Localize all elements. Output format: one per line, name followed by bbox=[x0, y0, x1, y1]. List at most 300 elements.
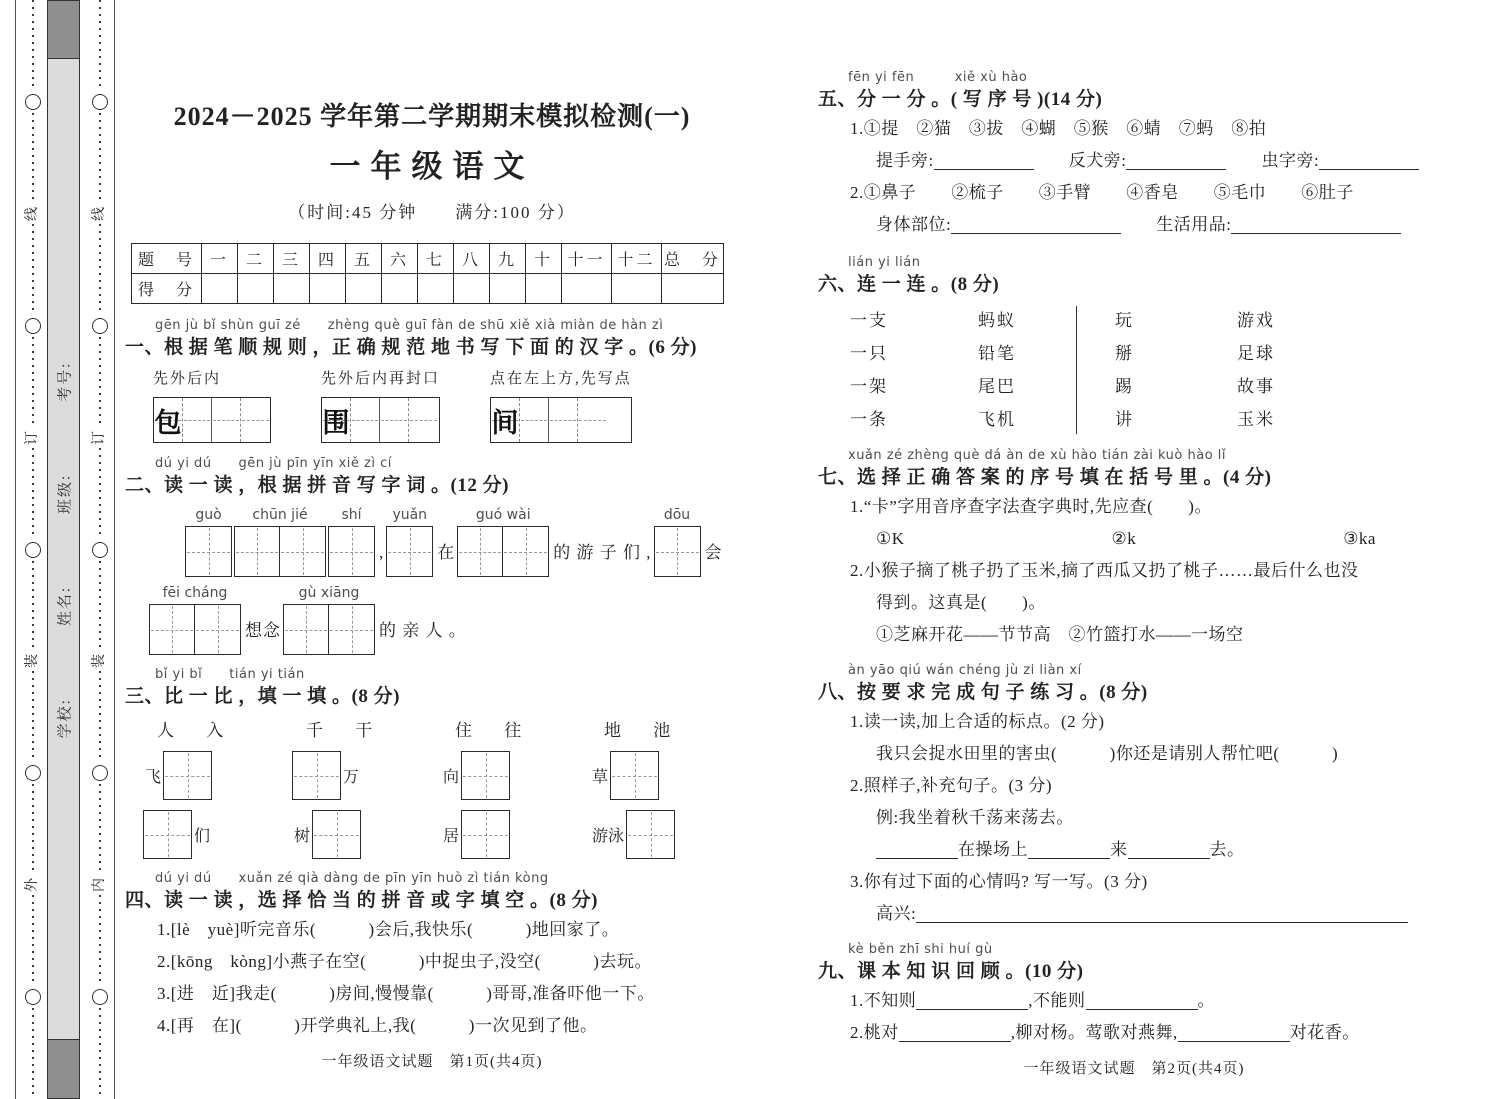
dash-segment bbox=[99, 113, 101, 204]
q2-pinyin-grid bbox=[185, 507, 232, 577]
dashed-hline bbox=[579, 420, 606, 421]
dash-segment bbox=[32, 337, 34, 428]
grid-cell bbox=[351, 398, 380, 442]
q2-text: , bbox=[379, 543, 385, 562]
q6-col-nouns bbox=[978, 304, 1076, 436]
dashed-vline bbox=[172, 606, 173, 653]
line-text: 。 bbox=[1197, 991, 1215, 1010]
q6-word: 玉米 bbox=[1237, 410, 1275, 429]
line-text: 我只会捉水田里的害虫( )你还是请别人帮忙吧( ) bbox=[876, 744, 1339, 763]
answer-blank bbox=[1178, 1021, 1290, 1042]
binding-margin bbox=[15, 0, 115, 1099]
q1-item bbox=[321, 367, 440, 443]
section-q7 bbox=[818, 448, 1450, 651]
score-header-cell: 一 bbox=[202, 244, 238, 274]
binding-char: 装 bbox=[25, 654, 40, 669]
q1-item bbox=[153, 367, 271, 443]
q6-word: 一条 bbox=[850, 410, 888, 429]
dashed-hline bbox=[550, 420, 576, 421]
line-text: 反犬旁: bbox=[1033, 151, 1127, 170]
line-text: 3.[进 近]我走( )房间,慢慢靠( )哥哥,准备吓他一下。 bbox=[157, 984, 655, 1003]
grid-cell bbox=[183, 398, 212, 442]
binding-circle bbox=[92, 542, 108, 558]
grid-cell bbox=[387, 527, 432, 576]
grid-cell bbox=[458, 527, 503, 576]
grid-cell bbox=[611, 752, 658, 799]
dashed-hline bbox=[352, 420, 378, 421]
q3-compare-pair: 地 池 bbox=[604, 721, 685, 740]
score-header-cell: 十二 bbox=[612, 244, 662, 274]
q4-title: 四、读 一 读 ，选 择 恰 当 的 拼 音 或 字 填 空 。(8 分) bbox=[125, 890, 598, 911]
section-q3 bbox=[125, 667, 739, 859]
score-empty-cell bbox=[526, 274, 562, 304]
q1-item bbox=[490, 367, 632, 443]
grid-character: 围 bbox=[322, 407, 350, 438]
score-header-row bbox=[132, 244, 724, 274]
q2-text: 的 游 子 们 , bbox=[553, 543, 652, 562]
score-empty-cell bbox=[612, 274, 662, 304]
binding-char: 订 bbox=[92, 430, 107, 445]
q3-group bbox=[143, 716, 292, 859]
binding-dash-line-inner bbox=[91, 0, 109, 1099]
grid-cell bbox=[380, 398, 409, 442]
section-q9 bbox=[818, 942, 1450, 1049]
q7-title: 七、选 择 正 确 答 案 的 序 号 填 在 括 号 里 。(4 分) bbox=[818, 467, 1272, 488]
q2-pinyin-grid bbox=[283, 585, 375, 655]
score-row bbox=[132, 274, 724, 304]
grid-cell bbox=[164, 752, 211, 799]
line-text: 2.桃对 bbox=[850, 1023, 899, 1042]
paper-info: （时间:45 分钟 满分:100 分） bbox=[288, 203, 576, 222]
grid-cell bbox=[503, 527, 548, 576]
pinyin-label: dōu bbox=[663, 507, 691, 523]
dash-segment bbox=[99, 1008, 101, 1099]
q9-title: 九、课 本 知 识 回 顾 。(10 分) bbox=[818, 961, 1084, 982]
dashed-hline bbox=[381, 420, 407, 421]
q6-word: 掰 bbox=[1115, 344, 1134, 363]
binding-char: 内 bbox=[92, 878, 107, 893]
q6-col-objects bbox=[1237, 304, 1275, 436]
q3-compare-pair: 千 干 bbox=[306, 721, 387, 740]
grid-cell bbox=[578, 398, 607, 442]
score-empty-cell bbox=[310, 274, 346, 304]
answer-blank bbox=[1086, 989, 1198, 1010]
grid-cell bbox=[186, 527, 231, 576]
dashed-vline bbox=[168, 812, 169, 857]
q3-group bbox=[590, 716, 739, 859]
q6-word: 讲 bbox=[1115, 410, 1134, 429]
text-line bbox=[876, 587, 1450, 619]
grid-cell bbox=[627, 811, 674, 858]
dash-segment bbox=[32, 1008, 34, 1099]
grid-cell bbox=[293, 752, 340, 799]
grid-cell bbox=[549, 398, 578, 442]
grid-cell bbox=[655, 527, 700, 576]
score-empty-cell bbox=[274, 274, 310, 304]
line-text: ②k bbox=[1111, 529, 1137, 548]
strip-cap-top bbox=[47, 0, 80, 59]
writing-grid bbox=[328, 526, 375, 577]
section-q5 bbox=[818, 70, 1450, 241]
q3-text: 们 bbox=[194, 828, 211, 845]
line-text: ,不能则 bbox=[1028, 991, 1086, 1010]
line-text: ,柳对杨。莺歌对燕舞, bbox=[1010, 1023, 1178, 1042]
line-text: 1.[lè yuè]听完音乐( )会后,我快乐( )地回家了。 bbox=[157, 920, 620, 939]
writing-grid bbox=[153, 397, 271, 443]
text-line bbox=[850, 177, 1450, 209]
line-text: 得到。这真是( )。 bbox=[876, 593, 1046, 612]
writing-grid bbox=[386, 526, 433, 577]
q5-pinyin: fēn yi fēn xiě xù hào bbox=[848, 70, 1028, 85]
q6-title: 六、连 一 连 。(8 分) bbox=[818, 274, 1000, 295]
stroke-rule-label: 先外后内再封口 bbox=[321, 371, 441, 387]
line-text: 2.[kōng kòng]小燕子在空( )中捉虫子,没空( )去玩。 bbox=[157, 952, 652, 971]
answer-blank bbox=[1319, 149, 1419, 170]
grid-cell bbox=[144, 811, 191, 858]
line-text: 在操场上 bbox=[958, 840, 1028, 859]
dashed-vline bbox=[486, 812, 487, 857]
dashed-vline bbox=[352, 606, 353, 653]
dash-segment bbox=[99, 337, 101, 428]
line-text: 1.“卡”字用音序查字法查字典时,先应查( )。 bbox=[850, 497, 1212, 516]
score-header-cell: 七 bbox=[418, 244, 454, 274]
line-text: 4.[再 在]( )开学典礼上,我( )一次见到了他。 bbox=[157, 1016, 598, 1035]
score-empty-cell bbox=[238, 274, 274, 304]
writing-grid bbox=[490, 397, 632, 443]
binding-circle bbox=[25, 318, 41, 334]
text-line bbox=[876, 898, 1450, 930]
q6-pinyin: lián yi lián bbox=[848, 255, 921, 270]
grid-cell bbox=[322, 398, 351, 442]
footer-page1: 一年级语文试题 第1页(共4页) bbox=[321, 1054, 543, 1070]
line-text: 提手旁: bbox=[876, 151, 934, 170]
dash-segment bbox=[32, 448, 34, 539]
writing-grid bbox=[626, 810, 675, 859]
line-text: 高兴: bbox=[876, 904, 917, 923]
q2-text: 的 亲 人 。 bbox=[379, 621, 467, 640]
q1-pinyin: gēn jù bǐ shùn guī zé zhèng què guī fàn de shū xiě xià miàn de hàn zì bbox=[155, 318, 664, 333]
q3-text: 草 bbox=[592, 769, 609, 786]
q7-lines bbox=[818, 491, 1450, 651]
exam-page-1 bbox=[125, 96, 739, 1071]
writing-grid bbox=[457, 526, 549, 577]
answer-blank bbox=[916, 902, 1408, 923]
score-empty-cell bbox=[346, 274, 382, 304]
binding-dash-line-outer bbox=[24, 0, 42, 1099]
writing-grid bbox=[149, 604, 241, 655]
q2-pinyin-grid bbox=[149, 585, 241, 655]
paper-title: 2024－2025 学年第二学期期末模拟检测(一) bbox=[173, 102, 691, 131]
score-header-cell: 二 bbox=[238, 244, 274, 274]
binding-circle bbox=[92, 765, 108, 781]
grid-cell bbox=[462, 752, 509, 799]
dashed-vline bbox=[306, 606, 307, 653]
q2-text: 会 bbox=[704, 543, 723, 562]
dashed-vline bbox=[410, 528, 411, 575]
score-header-cell: 三 bbox=[274, 244, 310, 274]
q7-pinyin: xuǎn zé zhèng què dá àn de xù hào tián zài kuò hào lǐ bbox=[848, 448, 1227, 463]
answer-blank bbox=[876, 838, 958, 859]
grid-cell bbox=[150, 605, 195, 654]
q6-word: 足球 bbox=[1237, 344, 1275, 363]
text-line bbox=[157, 914, 739, 946]
q8-lines bbox=[818, 706, 1450, 930]
dash-segment bbox=[32, 671, 34, 762]
score-empty-cell bbox=[562, 274, 612, 304]
student-info-label: 考号: bbox=[57, 361, 73, 402]
score-empty-cell bbox=[662, 274, 724, 304]
q6-word: 一只 bbox=[850, 344, 888, 363]
q3-text: 树 bbox=[294, 828, 311, 845]
dashed-vline bbox=[677, 528, 678, 575]
score-header-cell: 总 分 bbox=[662, 244, 724, 274]
score-header-cell: 八 bbox=[454, 244, 490, 274]
score-header-cell: 十 bbox=[526, 244, 562, 274]
q8-title: 八、按 要 求 完 成 句 子 练 习 。(8 分) bbox=[818, 682, 1148, 703]
grid-cell bbox=[313, 811, 360, 858]
binding-char: 外 bbox=[25, 878, 40, 893]
q2-pinyin-grid bbox=[328, 507, 375, 577]
q3-fill-line bbox=[292, 751, 441, 800]
dash-segment bbox=[99, 671, 101, 762]
text-line bbox=[876, 802, 1450, 834]
q3-compare-pair: 住 往 bbox=[455, 721, 536, 740]
q5-title: 五、分 一 分 。( 写 序 号 )(14 分) bbox=[818, 89, 1103, 110]
q2-text: 想念 bbox=[245, 621, 281, 640]
writing-grid bbox=[283, 604, 375, 655]
dash-segment bbox=[32, 895, 34, 986]
q3-text: 居 bbox=[443, 828, 460, 845]
q3-text: 万 bbox=[343, 769, 360, 786]
q2-row1 bbox=[185, 507, 739, 577]
q3-fill-line bbox=[441, 751, 590, 800]
text-line bbox=[157, 946, 739, 978]
line-text: ①K bbox=[876, 529, 905, 548]
dash-segment bbox=[99, 0, 101, 91]
line-text: 生活用品: bbox=[1121, 215, 1232, 234]
text-line bbox=[876, 738, 1450, 770]
dash-segment bbox=[32, 113, 34, 204]
score-empty-cell bbox=[382, 274, 418, 304]
dash-segment bbox=[32, 224, 34, 315]
answer-blank bbox=[934, 149, 1034, 170]
binding-char: 装 bbox=[92, 654, 107, 669]
q3-text: 向 bbox=[443, 769, 460, 786]
grid-cell bbox=[329, 605, 374, 654]
q6-word: 飞机 bbox=[978, 410, 1016, 429]
score-header-cell: 九 bbox=[490, 244, 526, 274]
footer-page2: 一年级语文试题 第2页(共4页) bbox=[1023, 1061, 1245, 1077]
binding-circle bbox=[25, 765, 41, 781]
pinyin-label: gù xiāng bbox=[298, 585, 360, 601]
line-text: 去。 bbox=[1209, 840, 1245, 859]
line-text: ③ka bbox=[1343, 529, 1376, 548]
paper-subtitle: 一年级语文 bbox=[329, 149, 535, 184]
dash-segment bbox=[32, 784, 34, 875]
q2-title: 二、读 一 读 ，根 据 拼 音 写 字 词 。(12 分) bbox=[125, 475, 509, 496]
text-line bbox=[850, 113, 1450, 145]
q2-pinyin-grid bbox=[386, 507, 433, 577]
answer-blank bbox=[951, 213, 1121, 234]
q3-fill-line bbox=[143, 751, 292, 800]
section-q8 bbox=[818, 663, 1450, 930]
q2-pinyin: dú yi dú gēn jù pīn yīn xiě zì cí bbox=[155, 456, 392, 471]
dashed-hline bbox=[521, 420, 547, 421]
line-text: 1.读一读,加上合适的标点。(2 分) bbox=[850, 712, 1105, 731]
text-line bbox=[876, 523, 1376, 555]
line-text: 例:我坐着秋千荡来荡去。 bbox=[876, 808, 1074, 827]
grid-cell bbox=[329, 527, 374, 576]
stroke-rule-label: 先外后内 bbox=[153, 371, 222, 387]
dash-segment bbox=[99, 561, 101, 652]
q6-word: 踢 bbox=[1115, 377, 1134, 396]
q6-col-verbs bbox=[1077, 304, 1237, 436]
dashed-vline bbox=[317, 753, 318, 798]
student-info-label: 班级: bbox=[57, 473, 73, 514]
pinyin-label: guó wài bbox=[475, 507, 531, 523]
writing-grid bbox=[461, 751, 510, 800]
dashed-vline bbox=[337, 812, 338, 857]
writing-grid bbox=[610, 751, 659, 800]
q6-word: 玩 bbox=[1115, 311, 1134, 330]
q1-title: 一、根 据 笔 顺 规 则 ，正 确 规 范 地 书 写 下 面 的 汉 字 。(6 分) bbox=[125, 337, 697, 358]
grid-cell bbox=[284, 605, 329, 654]
answer-blank bbox=[1028, 838, 1110, 859]
q2-pinyin-grid bbox=[234, 507, 326, 577]
writing-grid bbox=[654, 526, 701, 577]
binding-circle bbox=[25, 542, 41, 558]
dashed-vline bbox=[486, 753, 487, 798]
grid-cell bbox=[491, 398, 520, 442]
dash-segment bbox=[99, 784, 101, 875]
dashed-vline bbox=[218, 606, 219, 653]
text-line bbox=[876, 834, 1450, 866]
binding-circle bbox=[92, 318, 108, 334]
text-line bbox=[850, 491, 1450, 523]
answer-blank bbox=[1126, 149, 1226, 170]
q6-word: 一架 bbox=[850, 377, 888, 396]
writing-grid bbox=[234, 526, 326, 577]
text-line bbox=[850, 555, 1450, 587]
q9-lines bbox=[818, 985, 1450, 1049]
q2-pinyin-grid bbox=[457, 507, 549, 577]
section-q4 bbox=[125, 871, 739, 1042]
grid-cell bbox=[520, 398, 549, 442]
line-text: ①芝麻开花——节节高 ②竹篮打水——一场空 bbox=[876, 625, 1244, 644]
dashed-vline bbox=[651, 812, 652, 857]
pinyin-label: fēi cháng bbox=[162, 585, 228, 601]
score-header-cell: 四 bbox=[310, 244, 346, 274]
dash-segment bbox=[99, 448, 101, 539]
line-text: 1.①提 ②猫 ③拔 ④蝴 ⑤猴 ⑥蜻 ⑦蚂 ⑧拍 bbox=[850, 119, 1267, 138]
binding-circle bbox=[25, 989, 41, 1005]
line-text: 3.你有过下面的心情吗? 写一写。(3 分) bbox=[850, 872, 1148, 891]
q5-lines bbox=[818, 113, 1450, 241]
text-line bbox=[850, 706, 1450, 738]
answer-blank bbox=[916, 989, 1028, 1010]
line-text: 对花香。 bbox=[1289, 1023, 1360, 1042]
dashed-vline bbox=[188, 753, 189, 798]
grid-cell bbox=[462, 811, 509, 858]
grid-cell bbox=[212, 398, 241, 442]
grid-cell bbox=[280, 527, 325, 576]
q3-fill-line bbox=[143, 810, 292, 859]
answer-blank bbox=[899, 1021, 1011, 1042]
text-line bbox=[850, 866, 1450, 898]
text-line bbox=[850, 770, 1450, 802]
dash-segment bbox=[32, 561, 34, 652]
score-row-label: 得 分 bbox=[132, 274, 202, 304]
writing-grid bbox=[163, 751, 212, 800]
text-line bbox=[876, 145, 1450, 177]
q4-lines bbox=[125, 914, 739, 1042]
q6-word: 故事 bbox=[1237, 377, 1275, 396]
dashed-vline bbox=[635, 753, 636, 798]
strip-cap-bottom bbox=[47, 1039, 80, 1099]
dashed-hline bbox=[410, 420, 437, 421]
binding-char: 订 bbox=[25, 430, 40, 445]
q6-word: 尾巴 bbox=[978, 377, 1016, 396]
answer-blank bbox=[1231, 213, 1401, 234]
dash-segment bbox=[99, 224, 101, 315]
q3-group bbox=[441, 716, 590, 859]
dashed-hline bbox=[184, 420, 210, 421]
score-empty-cell bbox=[418, 274, 454, 304]
text-line bbox=[876, 209, 1450, 241]
q6-word: 游戏 bbox=[1237, 311, 1275, 330]
writing-grid bbox=[312, 810, 361, 859]
q2-row2 bbox=[149, 585, 739, 655]
line-text: 1.不知则 bbox=[850, 991, 917, 1010]
q3-groups bbox=[143, 716, 739, 859]
line-text: 身体部位: bbox=[876, 215, 952, 234]
q6-columns bbox=[850, 304, 1450, 436]
q3-compare-pair: 人 入 bbox=[157, 721, 238, 740]
q3-group bbox=[292, 716, 441, 859]
binding-char: 线 bbox=[92, 206, 107, 221]
grid-cell bbox=[409, 398, 438, 442]
text-line bbox=[157, 1010, 739, 1042]
stroke-rule-label: 点在左上方,先写点 bbox=[490, 371, 632, 387]
score-empty-cell bbox=[202, 274, 238, 304]
score-header-cell: 六 bbox=[382, 244, 418, 274]
score-empty-cell bbox=[490, 274, 526, 304]
q6-col-measure-words bbox=[850, 304, 978, 436]
writing-grid bbox=[321, 397, 440, 443]
grid-character: 间 bbox=[491, 407, 519, 438]
writing-grid bbox=[461, 810, 510, 859]
pinyin-label: shí bbox=[341, 507, 362, 523]
dashed-hline bbox=[213, 420, 239, 421]
q3-pinyin: bǐ yi bǐ tián yi tián bbox=[155, 667, 305, 682]
text-line bbox=[157, 978, 739, 1010]
dashed-vline bbox=[480, 528, 481, 575]
grid-cell bbox=[235, 527, 280, 576]
student-info-labels bbox=[53, 361, 74, 738]
pinyin-label: yuǎn bbox=[392, 507, 428, 523]
score-table bbox=[131, 243, 724, 304]
student-info-label: 学校: bbox=[57, 697, 73, 738]
binding-circle bbox=[25, 94, 41, 110]
binding-circle bbox=[92, 989, 108, 1005]
q9-pinyin: kè běn zhī shi huí gù bbox=[848, 942, 993, 957]
q1-items bbox=[153, 367, 739, 443]
q3-title: 三、比 一 比 ，填 一 填 。(8 分) bbox=[125, 686, 400, 707]
q6-word: 铅笔 bbox=[978, 344, 1016, 363]
dashed-vline bbox=[209, 528, 210, 575]
q3-fill-line bbox=[590, 751, 739, 800]
dash-segment bbox=[32, 0, 34, 91]
